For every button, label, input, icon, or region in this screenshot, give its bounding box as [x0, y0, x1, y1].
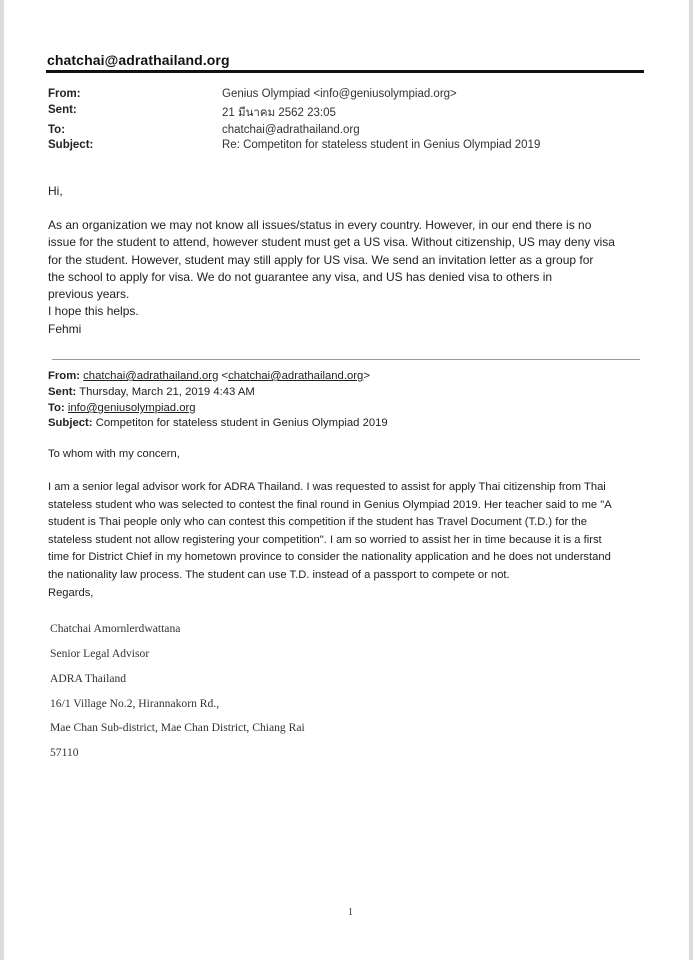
original-from-link[interactable]: chatchai@adrathailand.org	[83, 370, 219, 382]
original-sent-label: Sent:	[48, 386, 77, 398]
original-from-row: From: chatchai@adrathailand.org <chatchai@adrathailand.org>	[48, 370, 370, 382]
page-number: 1	[348, 907, 353, 918]
signature-title: Senior Legal Advisor	[50, 647, 150, 660]
sent-label: Sent:	[48, 104, 77, 116]
original-line: time for District Chief in my hometown province to consider the nationality application and he does not understand	[48, 551, 611, 563]
original-from-label: From:	[48, 370, 81, 382]
reply-line: As an organization we may not know all issues/status in every country. However, in our end there is no	[48, 218, 592, 232]
subject-value: Re: Competiton for stateless student in Genius Olympiad 2019	[222, 139, 541, 151]
reply-signoff: Fehmi	[48, 321, 82, 336]
original-subject-value: Competiton for stateless student in Genius Olympiad 2019	[95, 417, 388, 429]
page-edge-right	[689, 0, 693, 960]
original-line: student is Thai people only who can contest this competition if the student has Travel Document (T.D.) for the	[48, 516, 587, 528]
original-sent-row	[48, 384, 255, 400]
reply-line: I hope this helps.	[48, 304, 139, 319]
sent-value: 21 มีนาคม 2562 23:05	[222, 107, 336, 119]
reply-line: issue for the student to attend, however student must get a US visa. Without citizenship, US may deny visa	[48, 235, 615, 250]
reply-body	[48, 217, 658, 338]
signature-address-1: 16/1 Village No.2, Hirannakorn Rd.,	[50, 697, 220, 710]
from-value: Genius Olympiad <info@geniusolympiad.org>	[222, 88, 457, 100]
original-to-row	[48, 400, 196, 416]
original-line: the nationality law process. The student can use T.D. instead of a passport to compete or not.	[48, 568, 510, 581]
signature-name: Chatchai Amornlerdwattana	[50, 622, 181, 635]
original-closing: Regards,	[48, 587, 94, 599]
signature-address-2: Mae Chan Sub-district, Mae Chan District, Chiang Rai	[50, 721, 305, 734]
mailbox-owner: chatchai@adrathailand.org	[47, 52, 230, 68]
to-label: To:	[48, 124, 66, 136]
original-subject-row	[48, 415, 388, 431]
header-rule	[46, 70, 644, 73]
signature-postcode: 57110	[50, 746, 79, 759]
to-value: chatchai@adrathailand.org	[222, 124, 360, 136]
original-line: stateless student who was selected to contest the final round in Genius Olympiad 2019. Her teacher said to me "A	[48, 498, 612, 511]
original-from-bracket-link[interactable]: chatchai@adrathailand.org	[228, 370, 364, 382]
page-edge-left	[0, 0, 4, 960]
reply-line: previous years.	[48, 287, 130, 302]
original-subject-label: Subject:	[48, 417, 93, 429]
original-line: I am a senior legal advisor work for ADRA Thailand. I was requested to assist for apply Thai citizenship from Thai	[48, 481, 606, 493]
original-line: stateless student not allow registering your competition". I am so worried to assist her in time because it is a first	[48, 533, 602, 546]
subject-label: Subject:	[48, 139, 94, 151]
original-sent-value: Thursday, March 21, 2019 4:43 AM	[79, 386, 255, 398]
thread-separator	[52, 359, 640, 360]
original-greeting: To whom with my concern,	[48, 448, 180, 460]
reply-line: the school to apply for visa. We do not guarantee any visa, and US has denied visa to others in	[48, 269, 553, 284]
from-label: From:	[48, 88, 81, 100]
signature-org: ADRA Thailand	[50, 672, 127, 685]
reply-greeting: Hi,	[48, 184, 63, 198]
original-to-link[interactable]: info@geniusolympiad.org	[67, 402, 196, 414]
reply-line: for the student. However, student may still apply for US visa. We send an invitation letter as a group for	[48, 252, 594, 267]
original-body	[48, 479, 668, 584]
original-to-label: To:	[48, 402, 65, 414]
